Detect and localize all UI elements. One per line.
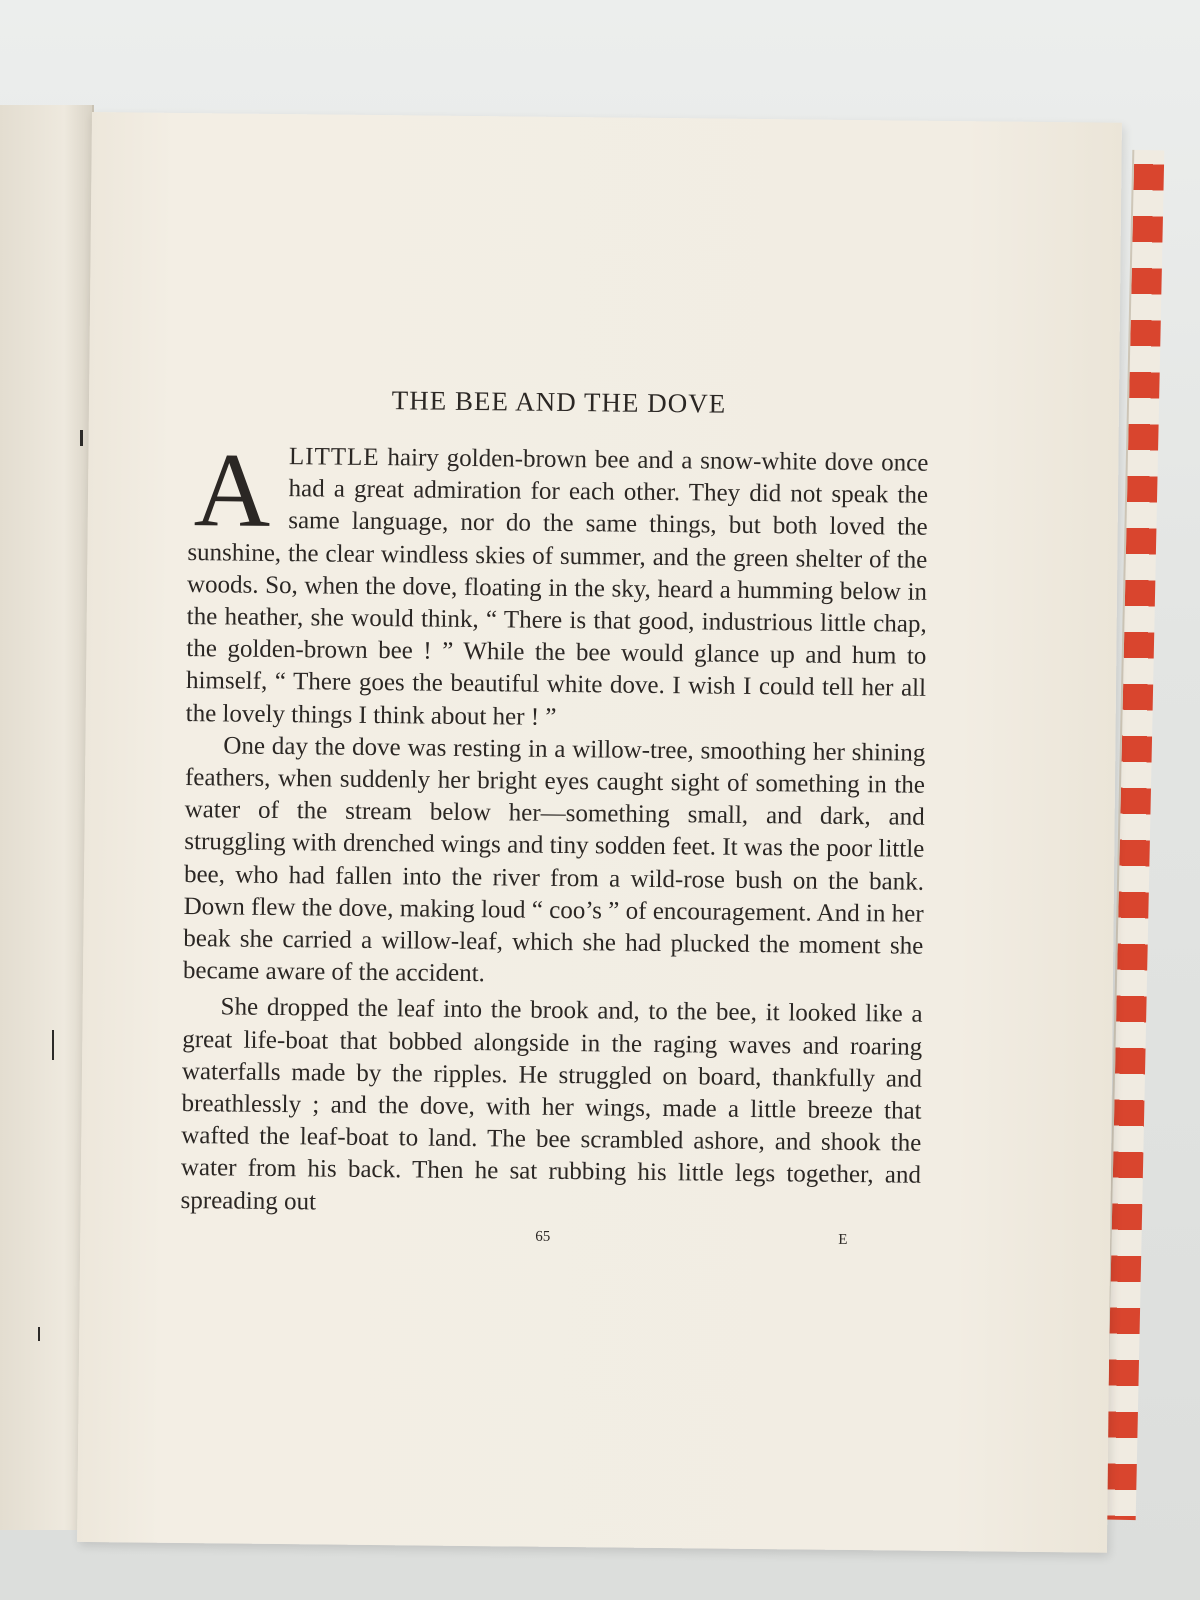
left-page-mark (80, 430, 83, 446)
page-number: 65 (535, 1228, 551, 1245)
page-footer (180, 1225, 920, 1257)
paragraph-1-text: hairy golden-brown bee and a snow-white dove once had a great admiration for each other. They did not speak the same language, nor do the same things, but both loved the sunshine, the clear windless skies of summer, and the green shelter of the woods. So, when the dove, floating in the sky, heard a humming below in the heather, she would think, “ There is that good, industrious little chap, the golden-brown bee ! ” While the bee would glance up and hum to himself, “ There goes the beautiful white dove. I wish I could tell her all the lovely things I think about her ! ” (185, 444, 929, 731)
book-page (77, 112, 1122, 1553)
paragraph-2: One day the dove was resting in a willow-tree, smoothing her shining feathers, when suddenly her bright eyes caught sight of something in the water of the stream below her—something small, and dark, and struggling with drenched wings and tiny sodden feet. It was the poor little bee, who had fallen into the river from a wild-rose bush on the bank. Down flew the dove, making loud “ coo’s ” of encouragement. And in her beak she carried a willow-leaf, which she had plucked the moment she became aware of the accident. (182, 732, 926, 988)
opening-word: LITTLE (288, 443, 380, 472)
paragraph-3: She dropped the leaf into the brook and, to the bee, it looked like a great life-boat that bobbed alongside in the raging waves and roaring waterfalls made by the ripples. He struggled on board, thankfully and breathlessly ; and the dove, with her wings, made a little breeze that wafted the leaf-boat to land. The bee scrambled ashore, and shook the water from his back. Then he sat rubbing his little legs together, and spreading out (180, 993, 923, 1216)
paragraph-1 (185, 431, 929, 738)
signature-mark: E (838, 1231, 848, 1248)
drop-cap: A (193, 431, 272, 549)
story-title: THE BEE AND THE DOVE (391, 385, 727, 419)
page-content (180, 383, 929, 1257)
left-page-mark (52, 1030, 54, 1060)
left-page-mark (38, 1327, 40, 1341)
